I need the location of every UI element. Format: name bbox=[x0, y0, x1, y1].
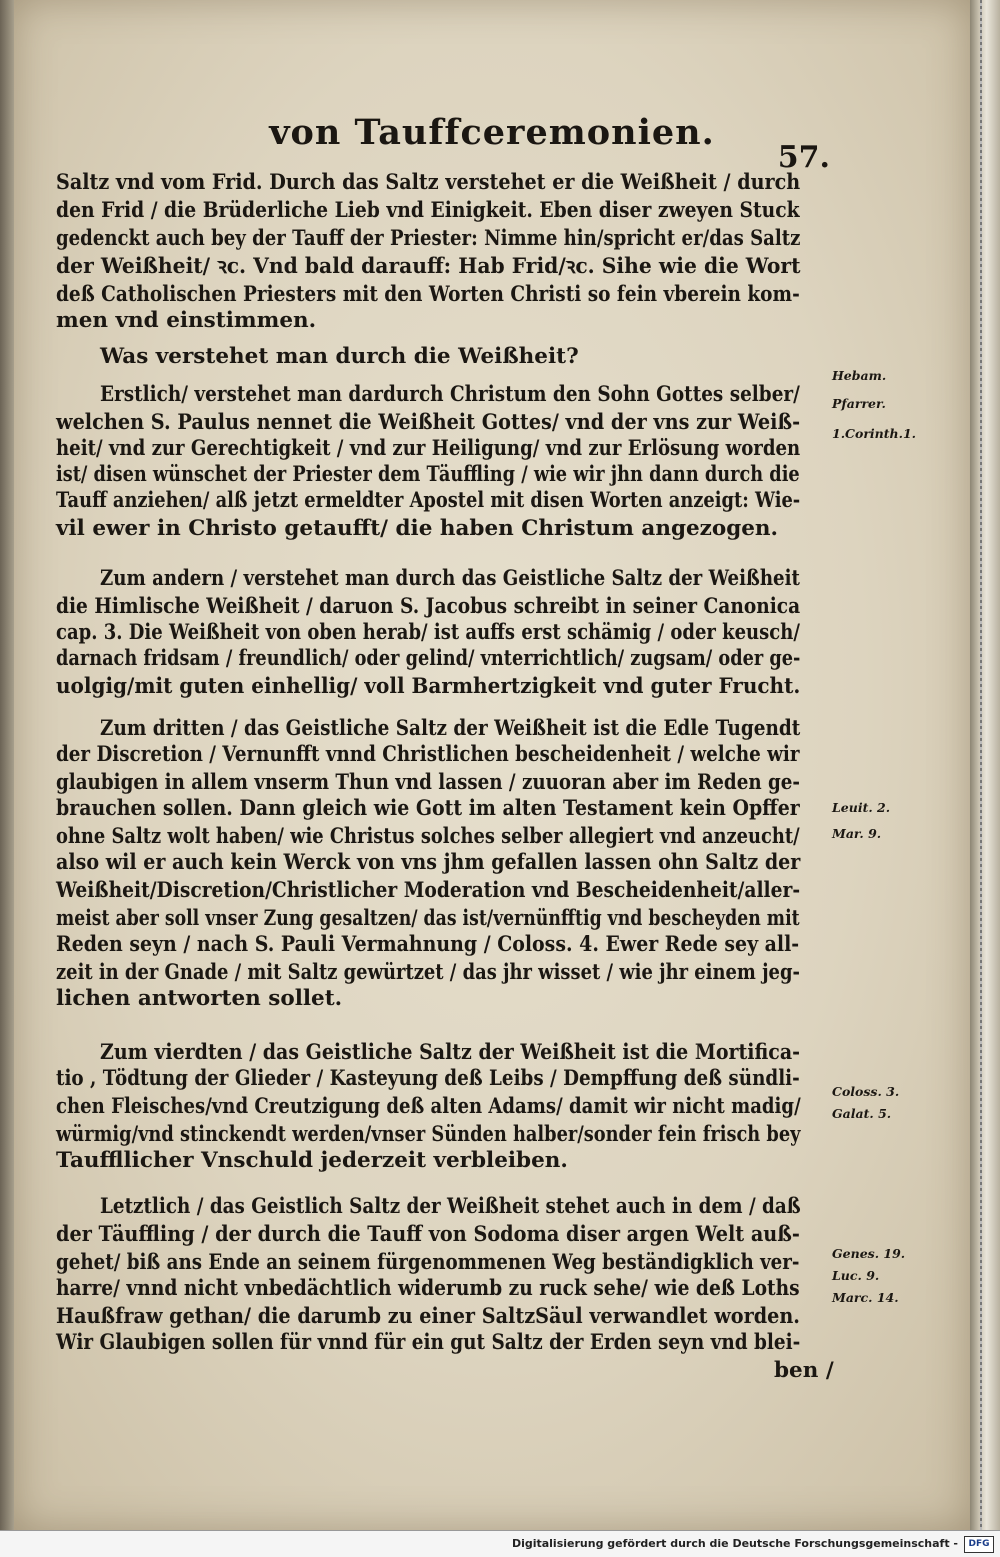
text-line: harre/ vnnd nicht vnbedächtlich widerumb zu ruck sehe/ wie deß Loths bbox=[56, 1276, 800, 1301]
text-line: deß Catholischen Priesters mit den Worten Christi so fein vberein kom- bbox=[56, 282, 800, 307]
text-line: men vnd einstimmen. bbox=[56, 308, 317, 333]
text-line: lichen antworten sollet. bbox=[56, 986, 343, 1011]
text-line: uolgig/mit guten einhellig/ voll Barmhertzigkeit vnd guter Frucht. bbox=[56, 674, 801, 699]
text-line: Wir Glaubigen sollen für vnnd für ein gut Saltz der Erden seyn vnd blei- bbox=[56, 1330, 801, 1355]
text-line: Saltz vnd vom Frid. Durch das Saltz verstehet er die Weißheit / durch bbox=[56, 170, 801, 195]
margin-note: Pfarrer. bbox=[832, 396, 886, 411]
text-line: darnach fridsam / freundlich/ oder gelind/ vnterrichtlich/ zugsam/ oder ge- bbox=[56, 646, 801, 671]
text-line: ist/ disen wünschet der Priester dem Täuffling / wie wir jhn dann durch die bbox=[56, 462, 800, 487]
text-line: Zum dritten / das Geistliche Saltz der Weißheit ist die Edle Tugendt bbox=[100, 716, 801, 741]
footer-bar bbox=[0, 1530, 1000, 1557]
margin-note: Galat. 5. bbox=[832, 1106, 892, 1121]
text-line: meist aber soll vnser Zung gesaltzen/ das ist/vernünfftig vnd bescheyden mit bbox=[56, 906, 800, 931]
text-line: würmig/vnd stinckendt werden/vnser Sünden halber/sonder fein frisch bey bbox=[56, 1122, 801, 1147]
text-line: heit/ vnd zur Gerechtigkeit / vnd zur Heiligung/ vnd zur Erlösung worden bbox=[56, 436, 801, 461]
book-page bbox=[14, 0, 970, 1530]
footer-credit: Digitalisierung gefördert durch die Deutsche Forschungsgemeinschaft - bbox=[511, 1537, 958, 1550]
text-line: also wil er auch kein Werck von vns jhm gefallen lassen ohn Saltz der bbox=[56, 850, 801, 875]
text-line: tio , Tödtung der Glieder / Kasteyung deß Leibs / Dempffung deß sündli- bbox=[56, 1066, 800, 1091]
text-line: brauchen sollen. Dann gleich wie Gott im alten Testament kein Opffer bbox=[56, 796, 800, 821]
text-line: Haußfraw gethan/ die darumb zu einer SaltzSäul verwandlet worden. bbox=[56, 1304, 800, 1329]
text-line: chen Fleisches/vnd Creutzigung deß alten Adams/ damit wir nicht madig/ bbox=[56, 1094, 801, 1119]
text-line: Weißheit/Discretion/Christlicher Moderation vnd Bescheidenheit/aller- bbox=[56, 878, 801, 903]
margin-note: Hebam. bbox=[832, 368, 887, 383]
text-line: der Täuffling / der durch die Tauff von Sodoma diser argen Welt auß- bbox=[56, 1222, 800, 1247]
margin-note: Coloss. 3. bbox=[832, 1084, 900, 1099]
margin-note: 1.Corinth.1. bbox=[832, 426, 917, 441]
text-line: Zum vierdten / das Geistliche Saltz der Weißheit ist die Mortifica- bbox=[100, 1040, 801, 1065]
margin-note: Genes. 19. bbox=[832, 1246, 906, 1261]
text-line: ben / bbox=[774, 1358, 834, 1383]
text-line: Letztlich / das Geistlich Saltz der Weißheit stehet auch in dem / daß bbox=[100, 1194, 801, 1219]
text-line: glaubigen in allem vnserm Thun vnd lassen / zuuoran aber im Reden ge- bbox=[56, 770, 800, 795]
text-line: Tauffllicher Vnschuld jederzeit verbleiben. bbox=[56, 1148, 568, 1173]
text-line: welchen S. Paulus nennet die Weißheit Gottes/ vnd der vns zur Weiß- bbox=[56, 410, 801, 435]
text-line: gedenckt auch bey der Tauff der Priester: Nimme hin/spricht er/das Saltz bbox=[56, 226, 801, 251]
margin-note: Leuit. 2. bbox=[832, 800, 891, 815]
text-line: vil ewer in Christo getaufft/ die haben Christum angezogen. bbox=[56, 516, 779, 541]
text-line: ohne Saltz wolt haben/ wie Christus solches selber allegiert vnd anzeucht/ bbox=[56, 824, 800, 849]
text-line: Reden seyn / nach S. Pauli Vermahnung / Coloss. 4. Ewer Rede sey all- bbox=[56, 932, 800, 957]
margin-note: Mar. 9. bbox=[832, 826, 882, 841]
text-line: zeit in der Gnade / mit Saltz gewürtzet / das jhr wisset / wie jhr einem jeg- bbox=[56, 960, 800, 985]
margin-note: Marc. 14. bbox=[832, 1290, 899, 1305]
text-line: den Frid / die Brüderliche Lieb vnd Einigkeit. Eben diser zweyen Stuck bbox=[56, 198, 800, 223]
text-line: die Himlische Weißheit / daruon S. Jacobus schreibt in seiner Canonica bbox=[56, 594, 801, 619]
text-line: gehet/ biß ans Ende an seinem fürgenommenen Weg beständigklich ver- bbox=[56, 1250, 800, 1275]
text-line: Zum andern / verstehet man durch das Geistliche Saltz der Weißheit bbox=[100, 566, 800, 591]
page-number: 57. bbox=[777, 140, 830, 175]
scan-edge-left bbox=[0, 0, 14, 1530]
text-line: Tauff anziehen/ alß jetzt ermeldter Apostel mit disen Worten anzeigt: Wie- bbox=[56, 488, 801, 513]
text-line: der Discretion / Vernunfft vnnd Christlichen bescheidenheit / welche wir bbox=[56, 742, 800, 767]
text-line: der Weißheit/ ꝛc. Vnd bald darauff: Hab Frid/ꝛc. Sihe wie die Wort bbox=[56, 254, 801, 279]
running-head: von Tauffceremonien. bbox=[269, 112, 715, 153]
text-line: Was verstehet man durch die Weißheit? bbox=[100, 344, 579, 369]
text-line: cap. 3. Die Weißheit von oben herab/ ist auffs erst schämig / oder keusch/ bbox=[56, 620, 800, 645]
dfg-logo: DFG bbox=[964, 1536, 994, 1553]
book-spine bbox=[970, 0, 1000, 1530]
text-line: Erstlich/ verstehet man dardurch Christum den Sohn Gottes selber/ bbox=[100, 382, 800, 407]
margin-note: Luc. 9. bbox=[832, 1268, 880, 1283]
